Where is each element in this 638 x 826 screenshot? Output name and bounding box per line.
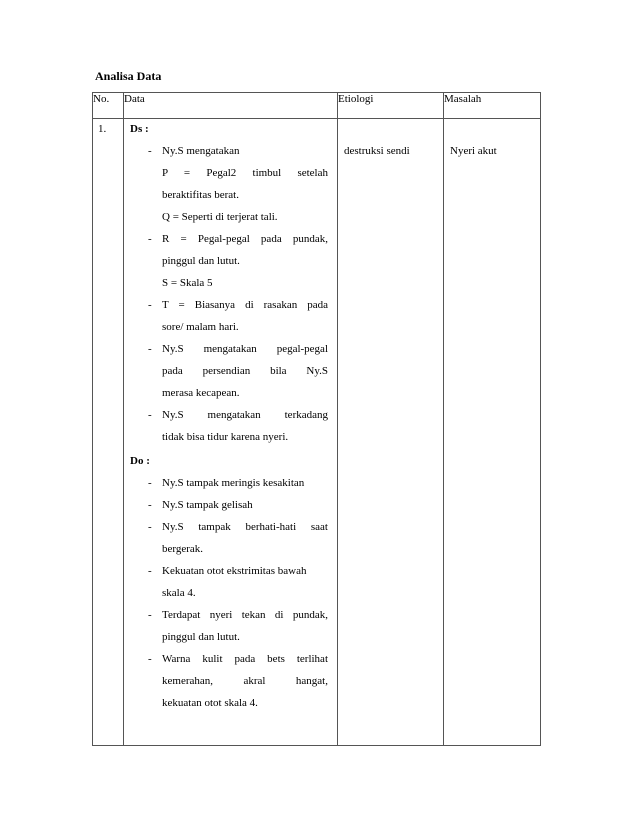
text-line: kemerahan, akral hangat,: [162, 675, 328, 687]
list-bullet: -: [148, 521, 152, 533]
list-item: [130, 145, 337, 233]
text-line: tidak bisa tidur karena nyeri.: [162, 431, 289, 443]
ds-list: [130, 145, 337, 453]
list-item-text: [162, 565, 328, 609]
list-bullet: -: [148, 409, 152, 421]
text-line: Kekuatan otot ekstrimitas bawah: [162, 565, 307, 577]
list-item-text: [162, 343, 328, 409]
document-title: Analisa Data: [95, 69, 162, 83]
list-item-text: [162, 477, 328, 499]
list-item-text: [162, 609, 328, 653]
text-line: Warna kulit pada bets terlihat: [162, 653, 328, 665]
list-bullet: -: [148, 499, 152, 511]
row-data-cell: [124, 119, 338, 746]
text-line: sore/ malam hari.: [162, 321, 239, 333]
text-line: S = Skala 5: [162, 277, 213, 289]
text-line: skala 4.: [162, 587, 196, 599]
text-line: pinggul dan lutut.: [162, 631, 240, 643]
list-item-text: [162, 653, 328, 719]
header-data-label: Data: [124, 93, 145, 105]
text-line: P = Pegal2 timbul setelah: [162, 167, 328, 179]
text-line: beraktifitas berat.: [162, 189, 239, 201]
text-line: Ny.S mengatakan pegal-pegal: [162, 343, 328, 355]
ds-label: Ds :: [130, 123, 149, 135]
list-bullet: -: [148, 609, 152, 621]
text-line: T = Biasanya di rasakan pada: [162, 299, 328, 311]
text-line: R = Pegal-pegal pada pundak,: [162, 233, 328, 245]
text-line: kekuatan otot skala 4.: [162, 697, 258, 709]
list-bullet: -: [148, 565, 152, 577]
row-number: 1.: [93, 119, 124, 746]
text-line: bergerak.: [162, 543, 204, 555]
list-bullet: -: [148, 343, 152, 355]
list-bullet: -: [148, 299, 152, 311]
header-etiologi: [338, 93, 444, 119]
text-line: Q = Seperti di terjerat tali.: [162, 211, 278, 223]
list-item: [130, 409, 337, 453]
list-bullet: -: [148, 477, 152, 489]
list-item: [130, 653, 337, 719]
text-line: Ny.S tampak gelisah: [162, 499, 253, 511]
header-no: [93, 93, 124, 119]
list-item-text: [162, 145, 328, 233]
list-item-text: [162, 409, 328, 453]
list-bullet: -: [148, 653, 152, 665]
list-item: [130, 299, 337, 343]
text-line: Ny.S tampak berhati-hati saat: [162, 521, 328, 533]
text-line: Ny.S mengatakan terkadang: [162, 409, 328, 421]
row-masalah: Nyeri akut: [444, 119, 541, 746]
table-header-row: [93, 93, 541, 119]
table-row: [93, 119, 541, 746]
text-line: Terdapat nyeri tekan di pundak,: [162, 609, 328, 621]
header-etiologi-label: Etiologi: [338, 93, 374, 105]
text-line: merasa kecapean.: [162, 387, 240, 399]
analysis-table: [92, 92, 541, 746]
do-label: Do :: [130, 455, 150, 467]
list-item-text: [162, 499, 328, 521]
list-item: [130, 233, 337, 299]
list-item: [130, 477, 337, 499]
list-bullet: -: [148, 145, 152, 157]
list-item-text: [162, 233, 328, 299]
list-item: [130, 499, 337, 521]
list-item-text: [162, 521, 328, 565]
list-item: [130, 343, 337, 409]
text-line: pada persendian bila Ny.S: [162, 365, 328, 377]
list-bullet: -: [148, 233, 152, 245]
list-item-text: [162, 299, 328, 343]
header-data: [124, 93, 338, 119]
text-line: Ny.S tampak meringis kesakitan: [162, 477, 305, 489]
header-masalah: [444, 93, 541, 119]
list-item: [130, 609, 337, 653]
row-etiologi: destruksi sendi: [338, 119, 444, 746]
list-item: [130, 521, 337, 565]
header-no-label: No.: [93, 93, 110, 105]
do-list: [130, 477, 337, 719]
text-line: pinggul dan lutut.: [162, 255, 240, 267]
text-line: Ny.S mengatakan: [162, 145, 240, 157]
header-masalah-label: Masalah: [444, 93, 482, 105]
list-item: [130, 565, 337, 609]
